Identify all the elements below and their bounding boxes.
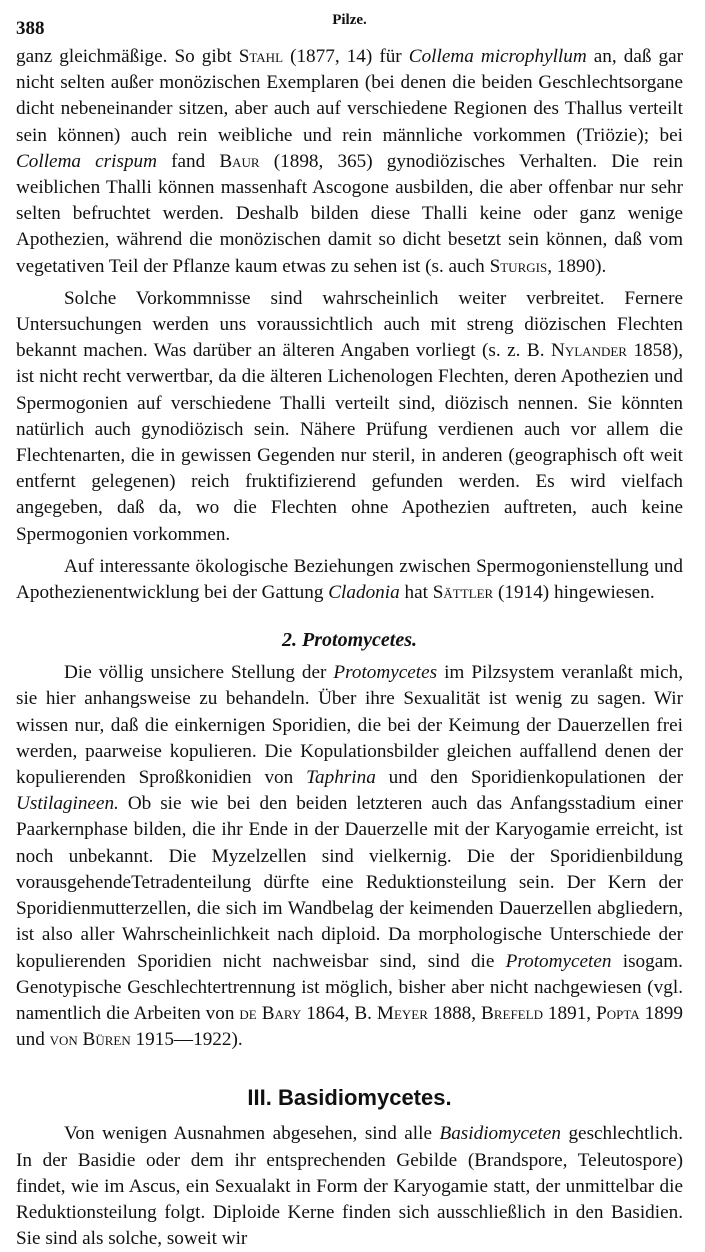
text-run: fand — [156, 150, 220, 172]
paragraph — [16, 660, 683, 1053]
running-head: Pilze. — [332, 12, 367, 28]
italic-term: Collema microphyllum — [408, 46, 587, 67]
text-run: Auf interessante ökologische Beziehungen zwischen Spermogonienstellung und Apothezienentwicklung bei der Gattung — [16, 555, 683, 604]
italic-term: Protomycetes — [333, 662, 438, 684]
italic-term: Taphrina — [306, 767, 376, 789]
author-name: Meyer — [376, 1002, 428, 1024]
text-run: 1888, — [427, 1002, 482, 1024]
page-header — [16, 0, 683, 44]
text-run: (1898, 365) gynodiözisches Verhalten. Die rein weiblichen Thalli können massenhaft Ascogone ausbilden, die aber offenbar nur sehr selten befruchtet werden. Deshalb bilden diese Thalli keine oder ganz wenige Apothezien, während die monözischen damit so dicht besetzt sein können, daß vom vegetativen Teil der Pflanze kaum etwas zu sehen ist (s. auch — [16, 150, 683, 277]
chapter-heading-basidiomycetes: III. Basidiomycetes. — [247, 1085, 452, 1111]
text-run: Die völlig unsichere Stellung der — [64, 662, 334, 684]
author-name: Nylander — [551, 340, 627, 362]
paragraph — [16, 554, 683, 606]
italic-term: Cladonia — [328, 582, 400, 604]
text-run: hat — [399, 582, 433, 604]
page-number: 388 — [16, 18, 45, 39]
author-name: Stahl — [238, 46, 284, 67]
text-run: 1915—1922). — [130, 1029, 243, 1051]
text-run: Solche Vorkommnisse sind wahrscheinlich weiter verbreitet. Fernere Untersuchungen werden uns voraussichtlich auch mit streng diözischen Flechten bekannt machen. Was darüber an älteren Angaben vorliegt (s. z. B. — [16, 287, 683, 362]
author-name: von Büren — [49, 1029, 131, 1051]
text-run: an, daß gar nicht selten außer monözischen Exemplaren (bei denen die beiden Geschlechtsorgane dicht nebeneinander sitzen, aber auch auf verschiedene Regionen des Thallus verteilt sein können) auch rein weibliche und rein männliche vorkommen (Triözie); bei — [16, 46, 683, 146]
italic-term: Protomyceten — [505, 950, 612, 972]
text-run: (1877, 14) für — [283, 46, 409, 67]
text-run: isogam. Genotypische Geschlechtertrennung ist möglich, bisher aber nicht nachgewiesen (vgl. namentlich die Arbeiten von — [16, 950, 683, 1024]
author-name: Sättler — [432, 582, 494, 604]
text-run: 1899 und — [16, 1002, 683, 1051]
text-run: (1914) hingewiesen. — [493, 582, 655, 604]
paragraph — [16, 286, 683, 548]
italic-term: Ustilagineen. — [16, 793, 119, 815]
text-run: 1858), ist nicht recht verwertbar, da die älteren Lichenologen Flechten, deren Apothezien und Spermogonien auf verschiedene Thalli verteilt sind, diözisch nennen. Sie könnten natürlich auch gynodiözisch sein. Nähere Prüfung verdienen auch vor allem die Flechtenarten, die in gewissen Gegenden nur steril, in anderen (geographisch oft weit entfernt gelegenen) reich fruktifizierend gefunden werden. Es wird vielfach angegeben, daß da, wo die Flechten ohne Apothezien auftreten, auch keine Spermogonien vorkommen. — [16, 340, 684, 545]
text-run: im Pilzsystem veranlaßt mich, sie hier anhangsweise zu behandeln. Über ihre Sexualität ist wenig zu sagen. Wir wissen nur, daß die einkernigen Sporidien, die bei der Keimung der Dauerzellen frei werden, paarweise kopulieren. Die Kopulationsbilder gleichen auffallend denen der kopulierenden Sproßkonidien von — [16, 662, 683, 789]
text-run: und den Sporidienkopulationen der — [375, 767, 684, 789]
text-run: 1891, — [542, 1002, 597, 1024]
author-name: de Bary — [239, 1002, 302, 1024]
author-name: Baur — [219, 150, 260, 172]
text-run: , 1890). — [547, 255, 607, 277]
text-run: geschlechtlich. In der Basidie oder dem ihr entsprechenden Gebilde (Brandspore, Teleutospore) findet, wie im Ascus, ein Sexualakt in Form der Karyogamie statt, der unmittelbar die Reduktionsteilung folgt. Diploide Kerne finden sich ausschließlich in den Basidien. Sie sind als solche, soweit wir — [16, 1123, 683, 1250]
paragraph — [16, 1121, 683, 1252]
text-run: ganz gleichmäßige. So gibt — [16, 46, 239, 67]
section-heading-protomycetes: 2. Protomycetes. — [282, 629, 417, 652]
author-name: Popta — [596, 1002, 640, 1024]
author-name: Sturgis — [489, 255, 548, 277]
text-run: Von wenigen Ausnahmen abgesehen, sind alle — [64, 1123, 440, 1145]
paragraph — [16, 44, 683, 280]
italic-term: Collema crispum — [16, 150, 157, 172]
text-run: 1864, B. — [301, 1002, 377, 1024]
italic-term: Basidiomyceten — [439, 1123, 561, 1145]
author-name: Brefeld — [481, 1002, 543, 1024]
text-run: Ob sie wie bei den beiden letzteren auch das Anfangsstadium einer Paarkernphase bilden, die ihr Ende in der Dauerzelle mit der Karyogamie erreicht, ist noch unbekannt. Die Myzelzellen sind vielkernig. Die der Sporidienbildung vorausgehendeTetradenteilung dürfte eine Reduktionsteilung sein. Der Kern der Sporidienmutterzellen, die sich im Wandbelag der keimenden Dauerzellen abgliedern, ist also aller Wahrscheinlichkeit nach diploid. Da morphologische Unterschiede der kopulierenden Sporidien nicht nachweisbar sind, sind die — [16, 793, 683, 972]
